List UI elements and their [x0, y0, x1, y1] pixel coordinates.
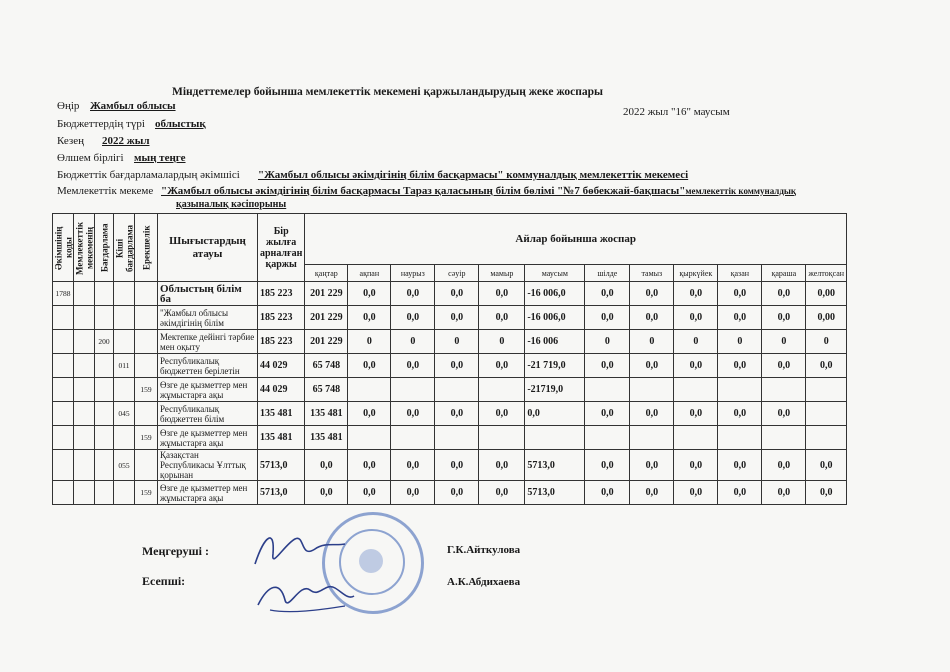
month-value-cell: 0,0	[630, 402, 674, 426]
table-row	[53, 450, 847, 481]
code-cell	[114, 481, 135, 505]
table-row	[53, 330, 847, 354]
month-value-cell: 0	[348, 330, 391, 354]
code-cell	[95, 306, 114, 330]
month-value-cell: -16 006,0	[525, 306, 585, 330]
code-cell	[74, 426, 95, 450]
table-row	[53, 354, 847, 378]
month-value-cell	[525, 426, 585, 450]
code-cell	[95, 378, 114, 402]
table-row	[53, 306, 847, 330]
month-value-cell: 65 748	[305, 378, 348, 402]
code-cell	[95, 481, 114, 505]
code-cell	[74, 306, 95, 330]
month-value-cell: 0,0	[674, 306, 718, 330]
month-value-cell	[479, 378, 525, 402]
code-cell	[74, 330, 95, 354]
month-value-cell: 0,0	[806, 481, 847, 505]
region-value: Жамбыл облысы	[90, 100, 176, 112]
table-row	[53, 426, 847, 450]
code-cell	[114, 330, 135, 354]
code-cell	[114, 306, 135, 330]
month-value-cell: 0,0	[585, 282, 630, 306]
month-value-cell: 0,0	[762, 354, 806, 378]
month-header: қыркүйек	[674, 265, 718, 282]
code-cell	[95, 402, 114, 426]
month-value-cell: 0,0	[762, 306, 806, 330]
month-value-cell: 0,0	[391, 354, 435, 378]
month-value-cell: 0,0	[305, 481, 348, 505]
month-value-cell	[391, 426, 435, 450]
month-value-cell: 0,0	[435, 402, 479, 426]
month-header: сәуір	[435, 265, 479, 282]
month-value-cell: 0,0	[585, 354, 630, 378]
month-value-cell: 0,0	[435, 306, 479, 330]
month-value-cell	[435, 378, 479, 402]
month-value-cell: 0,0	[718, 306, 762, 330]
period-label: Кезең	[57, 135, 85, 147]
month-value-cell: 0,0	[762, 402, 806, 426]
month-value-cell: 135 481	[305, 402, 348, 426]
code-cell: 159	[135, 378, 158, 402]
code-cell	[53, 330, 74, 354]
month-header: қаңтар	[305, 265, 348, 282]
month-value-cell: 0,0	[435, 481, 479, 505]
month-value-cell: 0,0	[718, 402, 762, 426]
month-value-cell	[630, 426, 674, 450]
month-header: ақпан	[348, 265, 391, 282]
month-value-cell: 0,00	[806, 282, 847, 306]
month-value-cell: 0,0	[435, 282, 479, 306]
month-value-cell: 0,00	[806, 306, 847, 330]
month-value-cell	[630, 378, 674, 402]
month-value-cell: 0,0	[348, 450, 391, 481]
expense-name-cell: Мектепке дейінгі тәрбие мен оқыту	[158, 330, 258, 354]
code-cell	[53, 450, 74, 481]
month-value-cell: 0,0	[348, 402, 391, 426]
month-value-cell: 0,0	[348, 306, 391, 330]
month-value-cell: 0,0	[585, 450, 630, 481]
month-value-cell	[674, 426, 718, 450]
header-institution: Мемлекеттік мекеменің	[74, 214, 95, 282]
region-label: Өңір	[57, 100, 80, 112]
month-value-cell: 0,0	[479, 282, 525, 306]
annual-total-cell: 185 223	[258, 330, 305, 354]
admin-label: Бюджеттік бағдарламалардың әкімшісі	[57, 169, 240, 181]
expense-name-cell: Өзге де қызметтер мен жұмыстарға ақы	[158, 481, 258, 505]
month-value-cell	[479, 426, 525, 450]
month-value-cell: 0,0	[435, 354, 479, 378]
code-cell	[53, 402, 74, 426]
month-header: тамыз	[630, 265, 674, 282]
header-annual-total: Бір жылға арналған қаржы	[258, 214, 305, 282]
accountant-label: Есепші:	[142, 574, 186, 588]
month-value-cell: 0	[806, 330, 847, 354]
expense-name-cell: Облыстың білім ба	[158, 282, 258, 306]
month-value-cell	[806, 426, 847, 450]
code-cell	[74, 282, 95, 306]
month-value-cell: 0,0	[630, 481, 674, 505]
accountant-name: А.К.Абдихаева	[447, 576, 521, 588]
month-value-cell: 0,0	[630, 306, 674, 330]
month-value-cell: 0	[435, 330, 479, 354]
month-value-cell: 201 229	[305, 282, 348, 306]
month-value-cell: 5713,0	[525, 450, 585, 481]
manager-label: Меңгеруші :	[142, 544, 210, 558]
month-value-cell: 0	[674, 330, 718, 354]
budget-type-label: Бюджеттердің түрі	[57, 118, 145, 130]
header-monthly-plan: Айлар бойынша жоспар	[305, 214, 847, 265]
month-value-cell: -16 006	[525, 330, 585, 354]
month-header: мамыр	[479, 265, 525, 282]
admin-value: "Жамбыл облысы әкімдігінің білім басқармасы" коммуналдық мемлекеттік мекемесі	[258, 169, 689, 181]
month-value-cell: 0,0	[674, 450, 718, 481]
code-cell	[74, 354, 95, 378]
month-value-cell: 0,0	[806, 450, 847, 481]
month-value-cell: 0,0	[630, 450, 674, 481]
month-value-cell	[806, 402, 847, 426]
code-cell: 055	[114, 450, 135, 481]
month-value-cell: 0,0	[674, 282, 718, 306]
month-value-cell: 0,0	[585, 402, 630, 426]
code-cell	[74, 450, 95, 481]
month-value-cell: 0,0	[435, 450, 479, 481]
code-cell: 159	[135, 481, 158, 505]
month-value-cell: 0,0	[305, 450, 348, 481]
financing-plan-table	[52, 213, 847, 505]
unit-label: Өлшем бірлігі	[57, 152, 124, 164]
month-value-cell: 0,0	[391, 481, 435, 505]
month-value-cell	[718, 426, 762, 450]
code-cell	[114, 378, 135, 402]
code-cell	[135, 402, 158, 426]
header-subprogram: Кіші бағдарлама	[114, 214, 135, 282]
expense-name-cell: Қазақстан Республикасы Ұлттық қорынан	[158, 450, 258, 481]
month-value-cell: 0,0	[718, 282, 762, 306]
month-value-cell: 0,0	[674, 354, 718, 378]
month-value-cell: 0	[391, 330, 435, 354]
document-title: Міндеттемелер бойынша мемлекеттік мекемені қаржыландырудың жеке жоспары	[172, 86, 604, 98]
month-value-cell: 0,0	[630, 282, 674, 306]
code-cell: 200	[95, 330, 114, 354]
month-value-cell: 0,0	[391, 450, 435, 481]
month-value-cell: -16 006,0	[525, 282, 585, 306]
month-value-cell: 0,0	[479, 481, 525, 505]
month-value-cell: 0,0	[674, 402, 718, 426]
code-cell	[53, 426, 74, 450]
manager-signature-icon	[245, 524, 355, 574]
header-expenses-name: Шығыстардың атауы	[158, 214, 258, 282]
code-cell	[135, 306, 158, 330]
institution-label: Мемлекеттік мекеме	[57, 185, 154, 197]
budget-type-value: облыстық	[155, 118, 206, 130]
month-value-cell: 0	[718, 330, 762, 354]
month-value-cell: 0	[479, 330, 525, 354]
annual-total-cell: 5713,0	[258, 450, 305, 481]
month-header: қазан	[718, 265, 762, 282]
month-value-cell: 0,0	[391, 402, 435, 426]
period-value: 2022 жыл	[102, 135, 150, 147]
month-value-cell	[762, 378, 806, 402]
code-cell	[95, 426, 114, 450]
month-header: наурыз	[391, 265, 435, 282]
month-value-cell: 0,0	[525, 402, 585, 426]
annual-total-cell: 44 029	[258, 354, 305, 378]
month-value-cell: 0,0	[348, 481, 391, 505]
annual-total-cell: 185 223	[258, 306, 305, 330]
institution-value-line2: қазыналық кәсіпорыны	[176, 199, 287, 210]
code-cell	[114, 282, 135, 306]
month-value-cell: 0,0	[630, 354, 674, 378]
code-cell	[53, 306, 74, 330]
month-value-cell: 65 748	[305, 354, 348, 378]
month-value-cell	[348, 426, 391, 450]
header-admin-code: Әкімшінің коды	[53, 214, 74, 282]
manager-name: Г.К.Айткулова	[447, 544, 521, 556]
code-cell	[135, 354, 158, 378]
annual-total-cell: 44 029	[258, 378, 305, 402]
expense-name-cell: Республикалық бюджеттен берілетін	[158, 354, 258, 378]
month-value-cell: 0,0	[762, 481, 806, 505]
month-value-cell: 201 229	[305, 330, 348, 354]
month-header: шілде	[585, 265, 630, 282]
month-value-cell: 201 229	[305, 306, 348, 330]
code-cell	[74, 481, 95, 505]
month-value-cell: 0,0	[718, 450, 762, 481]
month-value-cell: 0	[630, 330, 674, 354]
month-value-cell	[718, 378, 762, 402]
month-header: маусым	[525, 265, 585, 282]
month-value-cell	[674, 378, 718, 402]
code-cell	[74, 378, 95, 402]
expense-name-cell: Өзге де қызметтер мен жұмыстарға ақы	[158, 426, 258, 450]
expense-name-cell: "Жамбыл облысы әкімдігінің білім	[158, 306, 258, 330]
code-cell	[53, 378, 74, 402]
month-value-cell: 0,0	[479, 450, 525, 481]
code-cell: 045	[114, 402, 135, 426]
month-value-cell: 0,0	[585, 306, 630, 330]
month-value-cell: 0,0	[391, 282, 435, 306]
code-cell: 1788	[53, 282, 74, 306]
month-value-cell: 0,0	[585, 481, 630, 505]
header-specific: Ерекшелік	[135, 214, 158, 282]
unit-value: мың теңге	[134, 152, 186, 164]
month-value-cell: -21 719,0	[525, 354, 585, 378]
code-cell	[135, 282, 158, 306]
month-value-cell	[435, 426, 479, 450]
month-value-cell: 0,0	[391, 306, 435, 330]
month-value-cell: 0,0	[718, 481, 762, 505]
code-cell	[53, 481, 74, 505]
code-cell	[114, 426, 135, 450]
code-cell	[74, 402, 95, 426]
annual-total-cell: 135 481	[258, 426, 305, 450]
table-row	[53, 402, 847, 426]
code-cell	[95, 282, 114, 306]
month-value-cell: -21719,0	[525, 378, 585, 402]
institution-value: "Жамбыл облысы әкімдігінің білім басқармасы Тараз қаласының білім бөлімі "№7 бөбекжай-бақшасы"мемлекеттік коммуналдық	[161, 185, 797, 197]
month-value-cell: 0,0	[479, 402, 525, 426]
table-row	[53, 282, 847, 306]
document-date: 2022 жыл "16" маусым	[623, 106, 730, 118]
month-value-cell: 0,0	[348, 282, 391, 306]
month-value-cell: 0,0	[348, 354, 391, 378]
month-header: желтоқсан	[806, 265, 847, 282]
code-cell: 159	[135, 426, 158, 450]
code-cell	[135, 330, 158, 354]
code-cell	[135, 450, 158, 481]
month-value-cell: 0,0	[762, 450, 806, 481]
month-value-cell: 0,0	[806, 354, 847, 378]
month-value-cell	[391, 378, 435, 402]
month-header: қараша	[762, 265, 806, 282]
month-value-cell: 0,0	[762, 282, 806, 306]
month-value-cell: 0	[585, 330, 630, 354]
code-cell	[95, 354, 114, 378]
expense-name-cell: Республикалық бюджеттен білім	[158, 402, 258, 426]
month-value-cell: 0,0	[718, 354, 762, 378]
expense-name-cell: Өзге де қызметтер мен жұмыстарға ақы	[158, 378, 258, 402]
month-value-cell: 0	[762, 330, 806, 354]
month-value-cell: 0,0	[674, 481, 718, 505]
month-value-cell	[762, 426, 806, 450]
month-value-cell: 135 481	[305, 426, 348, 450]
month-value-cell	[585, 426, 630, 450]
table-row	[53, 481, 847, 505]
annual-total-cell: 5713,0	[258, 481, 305, 505]
month-value-cell	[806, 378, 847, 402]
annual-total-cell: 185 223	[258, 282, 305, 306]
code-cell	[95, 450, 114, 481]
annual-total-cell: 135 481	[258, 402, 305, 426]
month-value-cell: 0,0	[479, 306, 525, 330]
month-value-cell	[585, 378, 630, 402]
code-cell	[53, 354, 74, 378]
month-value-cell: 0,0	[479, 354, 525, 378]
header-program: Бағдарлама	[95, 214, 114, 282]
table-row	[53, 378, 847, 402]
month-value-cell: 5713,0	[525, 481, 585, 505]
accountant-signature-icon	[250, 570, 360, 620]
month-value-cell	[348, 378, 391, 402]
code-cell: 011	[114, 354, 135, 378]
